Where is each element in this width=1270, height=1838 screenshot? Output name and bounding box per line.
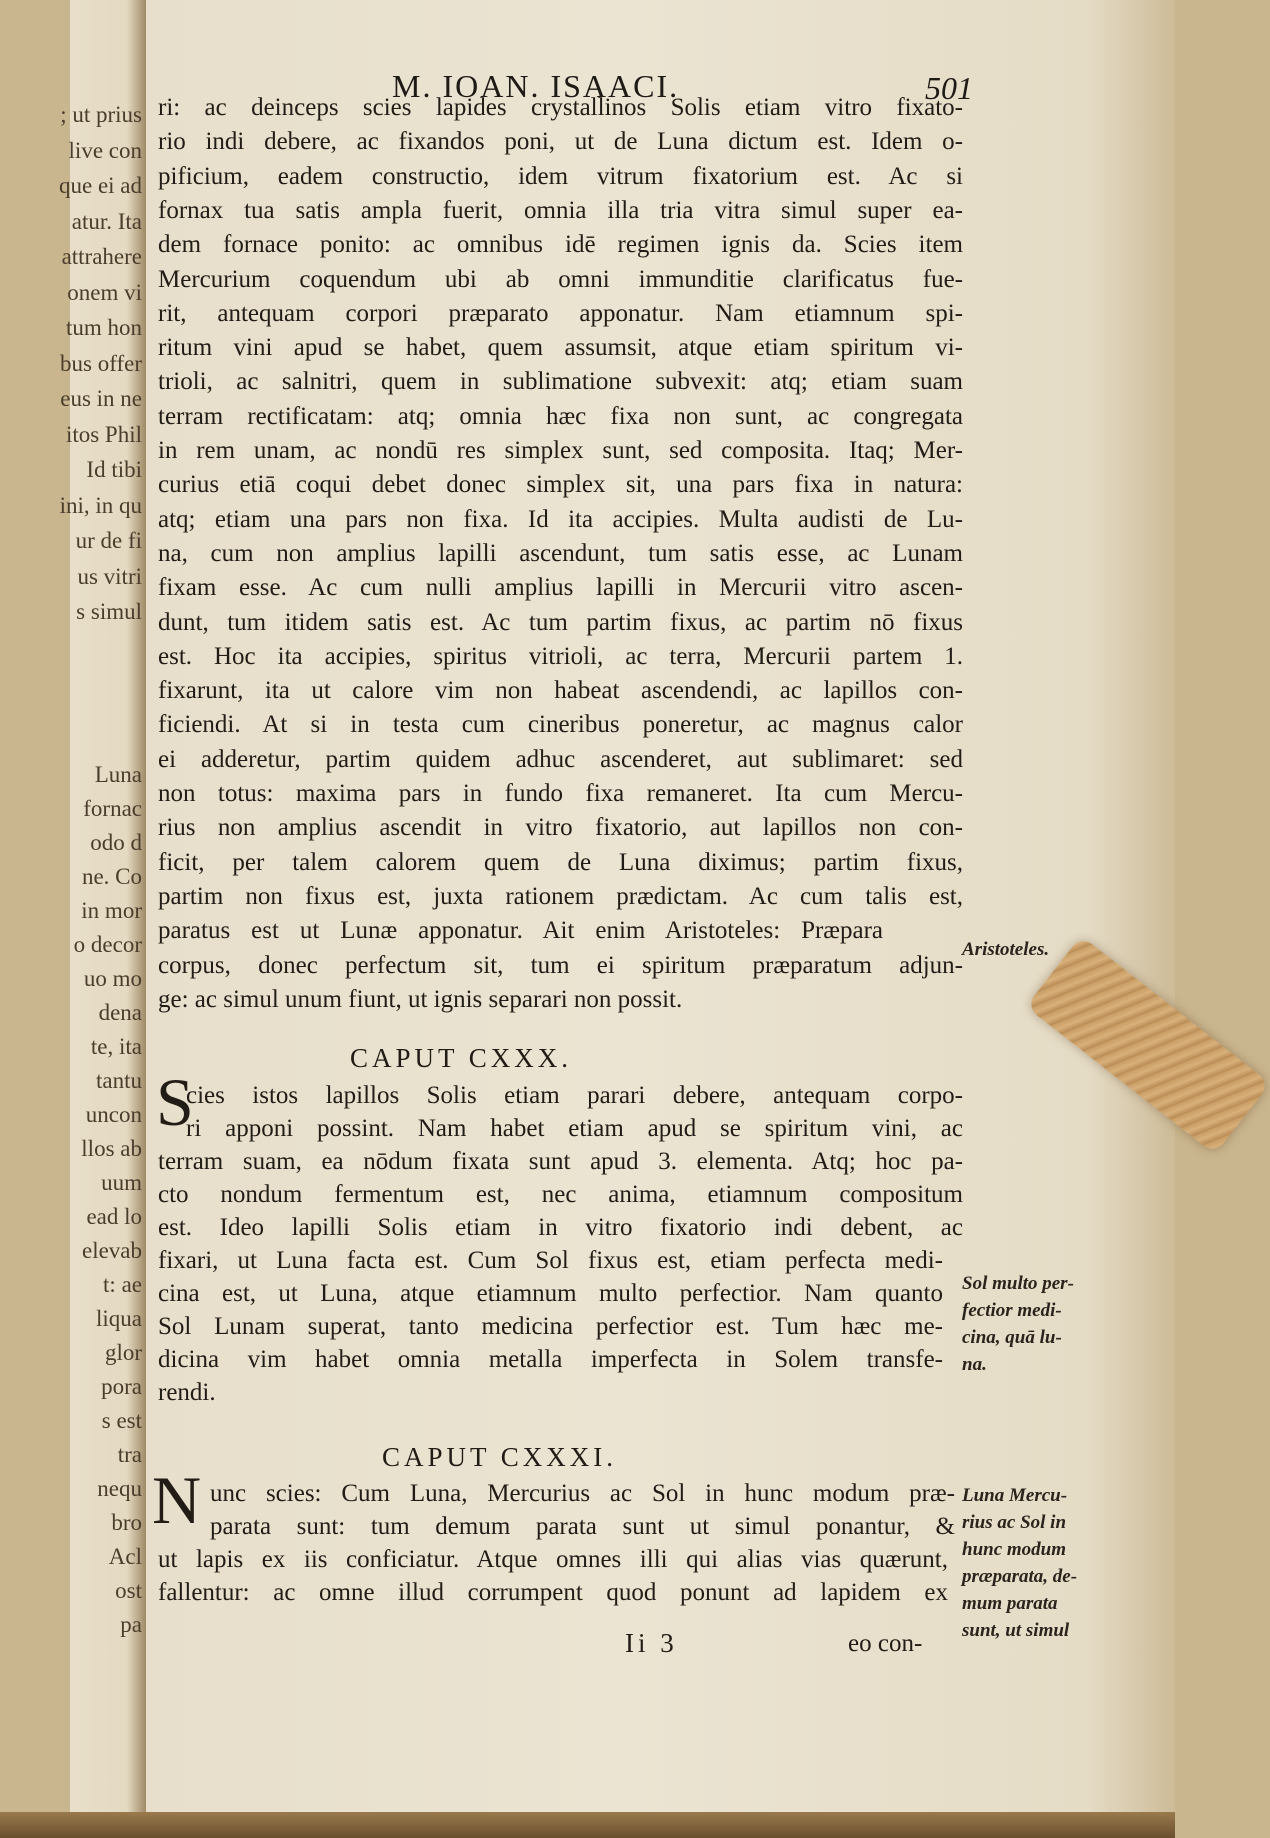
drop-cap-n: N <box>152 1462 202 1538</box>
gutter-fragment: liqua <box>96 1306 142 1331</box>
gutter-fragment: ne. Co <box>81 864 142 889</box>
text-line: rius non amplius ascendit in vitro fixatorio, aut lapillos non con- <box>158 814 963 842</box>
gutter-fragment: pa <box>120 1612 142 1637</box>
gutter-fragment: que ei ad <box>58 173 142 198</box>
margin-note-line: sunt, ut simul <box>962 1620 1070 1641</box>
margin-note-line: cina, quā lu- <box>962 1327 1062 1348</box>
running-head: M. IOAN. ISAACI. <box>392 68 680 104</box>
gutter-fragment: s simul <box>76 599 142 624</box>
text-line: est. Hoc ita accipies, spiritus vitrioli, ac terra, Mercurii partem 1. <box>158 642 963 670</box>
gutter-fragment: tantu <box>96 1068 142 1093</box>
gutter-fragment: eus in ne <box>60 386 142 411</box>
text-line: in rem unam, ac nondū res simplex sunt, sed composita. Itaq; Mer- <box>158 437 963 464</box>
text-line: fixari, ut Luna facta est. Cum Sol fixus est, etiam perfecta medi- <box>158 1247 943 1274</box>
gutter-fragment: Acl <box>108 1544 142 1569</box>
text-line: ritum vini apud se habet, quem assumsit, atque etiam spiritum vi- <box>158 334 963 362</box>
gutter-fragment: ead lo <box>86 1204 142 1229</box>
gutter-fragment: live con <box>68 137 142 163</box>
chapter-heading-131: CAPUT CXXXI. <box>382 1442 618 1472</box>
margin-note-line: præparata, de- <box>962 1566 1078 1587</box>
text-line: unc scies: Cum Luna, Mercurius ac Sol in hunc modum præ- <box>210 1480 955 1507</box>
gutter-fragment: onem vi <box>67 279 142 305</box>
gutter-fragment: elevab <box>81 1238 142 1263</box>
gutter-fragment: Luna <box>94 762 142 787</box>
margin-note-line: mum parata <box>962 1593 1058 1614</box>
gutter-fragment: t: ae <box>103 1272 142 1297</box>
gutter-fragment: in mor <box>81 898 142 923</box>
gutter-fragment: pora <box>101 1374 142 1399</box>
text-line: pificium, eadem constructio, idem vitrum fixatorium est. Ac si <box>158 162 963 190</box>
gutter-fragment: ini, in qu <box>59 492 142 518</box>
text-line: ut lapis ex iis conficiatur. Atque omnes illi qui alias vias quærunt, <box>158 1546 948 1573</box>
text-line: ficit, per talem calorem quem de Luna diximus; partim fixus, <box>158 848 963 876</box>
text-line: dicina vim habet omnia metalla imperfecta in Solem transfe- <box>158 1346 943 1373</box>
text-line: ei adderetur, partim quidem adhuc ascenderet, aut sublimaret: sed <box>158 745 963 773</box>
drop-cap-s: S <box>156 1064 194 1140</box>
gutter-fragment: o decor <box>73 932 142 957</box>
gutter-fragment: ur de fi <box>75 528 142 553</box>
margin-note-line: Luna Mercu- <box>962 1485 1068 1506</box>
gutter-fragment: atur. Ita <box>71 208 142 234</box>
margin-note-line: Aristoteles. <box>962 939 1050 960</box>
text-line: Sol Lunam superat, tanto medicina perfectior est. Tum hæc me- <box>158 1313 943 1340</box>
gutter-fragment: us vitri <box>77 563 142 589</box>
gutter-fragment: bro <box>111 1510 142 1535</box>
text-line: corpus, donec perfectum sit, tum ei spiritum præparatum adjun- <box>158 951 963 979</box>
margin-note-line: rius ac Sol in <box>962 1512 1067 1533</box>
gutter-fragment: nequ <box>97 1476 142 1501</box>
text-line: ficiendi. At si in testa cum cineribus poneretur, ac magnus calor <box>158 711 963 739</box>
gutter-fragment: tra <box>117 1442 142 1467</box>
book-edge <box>0 1812 1175 1838</box>
margin-note-line: Sol multo per- <box>962 1273 1074 1294</box>
gutter-fragment: fornac <box>83 796 142 821</box>
gutter-fragment: attrahere <box>61 244 142 269</box>
text-line: est. Ideo lapilli Solis etiam in vitro fixatorio indi debent, ac <box>158 1214 963 1241</box>
gutter-fragment: itos Phil <box>65 421 142 447</box>
catchword: eo con- <box>848 1630 923 1657</box>
text-line: rendi. <box>158 1379 216 1406</box>
text-line: ri apponi possint. Nam habet etiam apud se spiritum vini, ac <box>186 1115 963 1142</box>
gutter-fragment: bus offer <box>60 350 142 376</box>
text-line: parata sunt: tum demum parata sunt ut simul ponantur, & <box>210 1513 955 1540</box>
margin-note-line: fectior medi- <box>962 1300 1062 1321</box>
gutter-fragment: Id tibi <box>86 457 142 482</box>
text-line: rit, antequam corpori præparato apponatur. Nam etiamnum spi- <box>158 299 963 327</box>
text-line: cies istos lapillos Solis etiam parari debere, antequam corpo- <box>186 1082 963 1109</box>
gutter-fragment: dena <box>98 1000 142 1025</box>
text-line: cina est, ut Luna, atque etiamnum multo perfectior. Nam quanto <box>158 1280 943 1307</box>
text-line: trioli, ac salnitri, quem in sublimatione subvexit: atq; etiam suam <box>158 368 963 396</box>
gutter-fragment: ; ut prius <box>60 102 142 127</box>
page-number: 501 <box>925 70 973 106</box>
gutter-fragment: uum <box>101 1170 142 1195</box>
text-line: na, cum non amplius lapilli ascendunt, tum satis esse, ac Lunam <box>158 539 963 567</box>
text-line: cto nondum fermentum est, nec anima, etiamnum compositum <box>158 1181 963 1208</box>
gutter-fragment: s est <box>101 1408 142 1433</box>
text-line: ge: ac simul unum fiunt, ut ignis separari non possit. <box>158 985 683 1013</box>
text-line: fallentur: ac omne illud corrumpent quod ponunt ad lapidem ex <box>158 1579 948 1606</box>
gutter-fragment: llos ab <box>81 1136 142 1161</box>
text-line: dunt, tum itidem satis est. Ac tum partim fixus, ac partim nō fixus <box>158 608 963 636</box>
text-line: dem fornace ponito: ac omnibus idē regimen ignis da. Scies item <box>158 231 963 259</box>
text-line: terram rectificatam: atq; omnia hæc fixa non sunt, ac congregata <box>158 402 963 430</box>
gutter-fragment: uo mo <box>83 966 142 991</box>
margin-note-line: na. <box>962 1354 987 1375</box>
text-line: rio indi debere, ac fixandos poni, ut de Luna dictum est. Idem o- <box>158 128 963 156</box>
text-line: fixarunt, ita ut calore vim non habeat ascendendi, ac lapillos con- <box>158 677 963 705</box>
facing-page-gutter <box>58 0 146 1838</box>
gutter-fragment: ost <box>115 1578 142 1603</box>
gutter-fragment: te, ita <box>90 1034 142 1059</box>
signature-mark: Ii 3 <box>625 1628 678 1658</box>
chapter-heading-130: CAPUT CXXX. <box>350 1043 573 1073</box>
book-page <box>58 0 1175 1838</box>
text-line: ri: ac deinceps scies lapides crystallinos Solis etiam vitro fixato- <box>158 94 963 121</box>
text-line: curius etiā coqui debet donec simplex sit, una pars fixa in natura: <box>158 471 963 499</box>
gutter-fragment: tum hon <box>65 315 142 340</box>
text-line: terram suam, ea nōdum fixata sunt apud 3. elementa. Atq; hoc pa- <box>158 1148 963 1175</box>
text-line: paratus est ut Lunæ apponatur. Ait enim Aristoteles: Præpara <box>158 917 883 945</box>
text-line: Mercurium coquendum ubi ab omni immunditie clarificatus fue- <box>158 265 963 293</box>
gutter-fragment: odo d <box>90 830 142 855</box>
text-line: partim non fixus est, juxta rationem prædictam. Ac cum talis est, <box>158 882 963 910</box>
margin-note-line: hunc modum <box>962 1539 1067 1560</box>
margin-note-sol <box>962 1270 1094 1378</box>
gutter-fragment: uncon <box>85 1102 142 1127</box>
text-line: non totus: maxima pars in fundo fixa remaneret. Ita cum Mercu- <box>158 780 963 807</box>
margin-note-luna <box>962 1482 1094 1644</box>
text-line: fixam esse. Ac cum nulli amplius lapilli in Mercurii vitro ascen- <box>158 574 963 602</box>
text-line: atq; etiam una pars non fixa. Id ita accipies. Multa audisti de Lu- <box>158 505 963 533</box>
text-line: fornax tua satis ampla fuerit, omnia illa tria vitra simul super ea- <box>158 196 963 224</box>
gutter-fragment: glor <box>104 1340 142 1365</box>
